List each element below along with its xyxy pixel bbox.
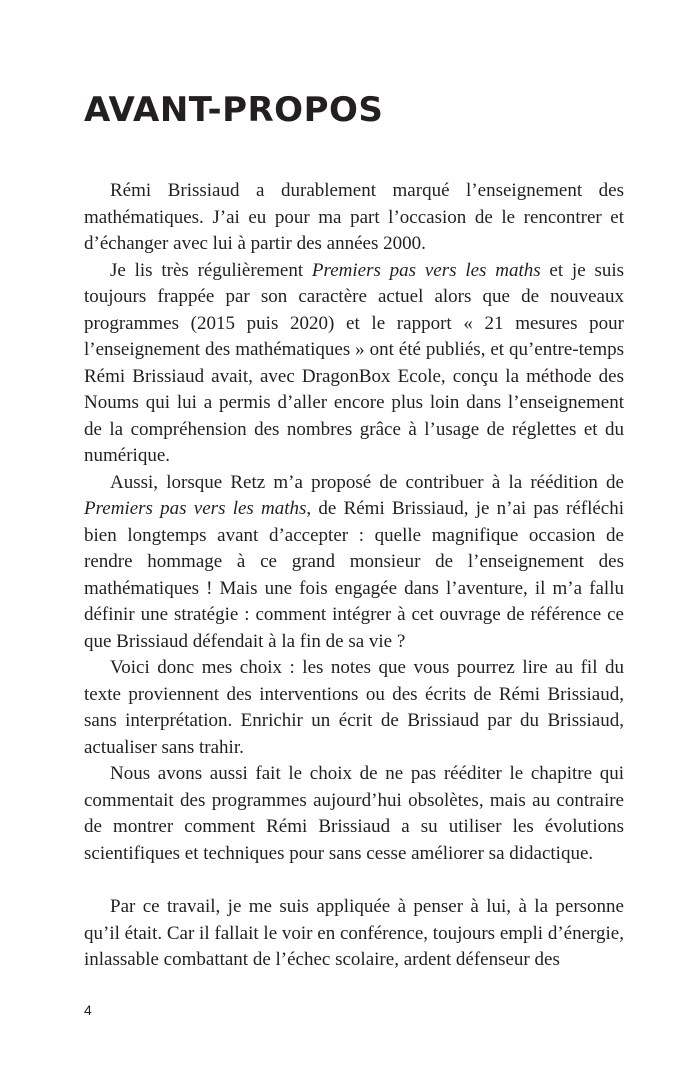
text-run: Je lis très régulièrement: [110, 259, 312, 281]
page-title: AVANT-PROPOS: [84, 90, 384, 130]
text-run: Nous avons aussi fait le choix de ne pas rééditer le chapitre qui commentait des programmes aujourd’hui obsolètes, mais au contraire de montrer comment Rémi Brissiaud a su utiliser les évolutions scientifiques et techniques pour sans cesse améliorer sa didactique.: [84, 763, 624, 864]
text-run: Par ce travail, je me suis appliquée à penser à lui, à la personne qu’il était. Car il fallait le voir en conférence, toujours empli d’énergie, inlassable combattant de l’échec scolaire, ardent défenseur des: [84, 896, 624, 970]
page-number: 4: [84, 1002, 92, 1018]
book-title-italic: Premiers pas vers les maths: [84, 498, 307, 519]
body-text: [84, 178, 624, 974]
paragraph: [84, 761, 624, 867]
text-run: Rémi Brissiaud a durablement marqué l’enseignement des mathématiques. J’ai eu pour ma part l’occasion de le rencontrer et d’échanger avec lui à partir des années 2000.: [84, 180, 624, 254]
text-run: Voici donc mes choix : les notes que vous pourrez lire au fil du texte proviennent des interventions ou des écrits de Rémi Brissiaud, sans interprétation. Enrichir un écrit de Brissiaud par du Brissiaud, actualiser sans trahir.: [84, 657, 624, 758]
book-title-italic: Premiers pas vers les maths: [311, 259, 541, 281]
text-run: , de Rémi Brissiaud, je n’ai pas réfléchi bien longtemps avant d’accepter : quelle magnifique occasion de rendre hommage à ce grand monsieur de l’enseignement des mathématiques ! Mais une fois engagée dans l’aventure, il m’a fallu définir une stratégie : comment intégrer à cet ouvrage de référence ce que Brissiaud défendait à la fin de sa vie ?: [84, 498, 624, 652]
paragraph: [84, 178, 624, 258]
paragraph: [84, 655, 624, 761]
paragraph: [84, 894, 624, 974]
text-run: Aussi, lorsque Retz m’a proposé de contribuer à la réédition de: [110, 471, 624, 493]
text-run: et je suis toujours frappée par son caractère actuel alors que de nouveaux programmes (2015 puis 2020) et le rapport « 21 mesures pour l’enseignement des mathématiques » ont été publiés, et qu’entre-temps Rémi Brissiaud avait, avec DragonBox Ecole, conçu la méthode des Noums qui lui a permis d’aller encore plus loin dans l’enseignement de la compréhension des nombres grâce à l’usage de réglettes et du numérique.: [84, 259, 625, 466]
paragraph: [84, 470, 624, 656]
paragraph: [84, 258, 624, 470]
